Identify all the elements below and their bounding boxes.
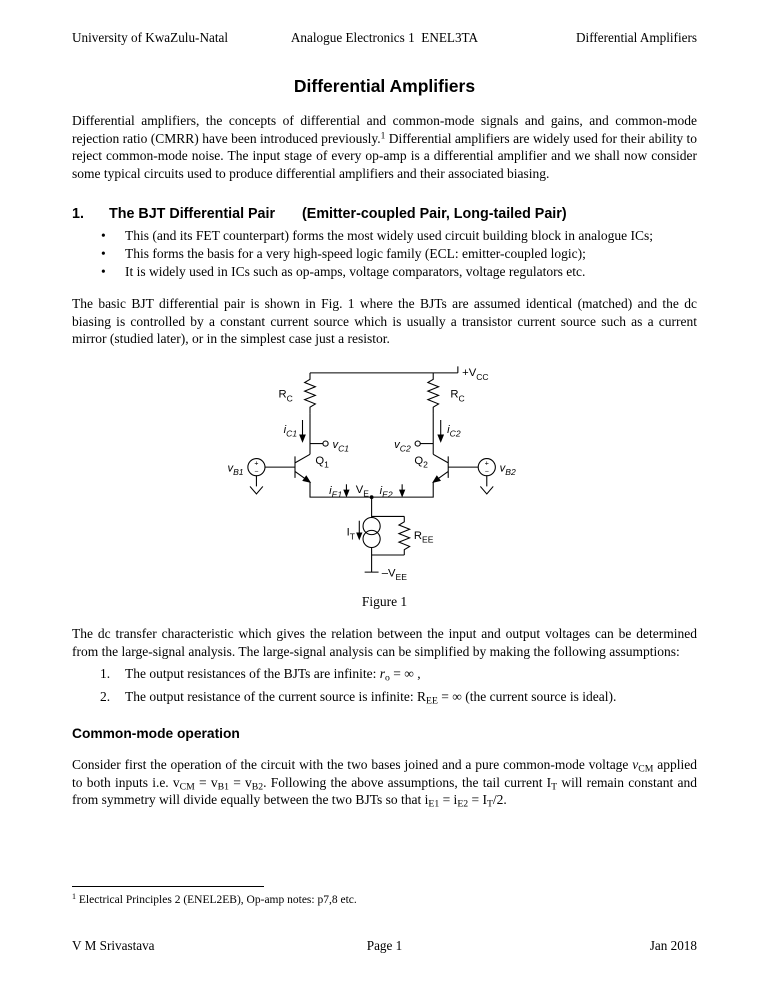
list-item xyxy=(72,665,697,683)
footer-page-number: Page 1 xyxy=(366,938,403,953)
q2-label: $Q_2$ xyxy=(413,454,428,470)
bullet-list xyxy=(72,227,697,280)
vb1-label: $v_{B1}$ xyxy=(226,462,244,478)
current-source-circle-top xyxy=(363,517,380,534)
ve-node-dot xyxy=(369,495,373,499)
bullet-icon: • xyxy=(101,263,106,279)
bullet-text: This (and its FET counterpart) forms the most widely used circuit building block in analogue ICs; xyxy=(125,228,654,244)
footnote-separator xyxy=(72,886,264,887)
footnote xyxy=(72,886,357,906)
item-text: The output resistances of the BJTs are infinite: $r_o$ = ∞ , xyxy=(125,666,421,684)
ie2-arrowhead xyxy=(399,490,404,496)
ie1-arrowhead xyxy=(344,490,349,496)
ree-label: $R_{EE}$ xyxy=(413,529,433,545)
list-item xyxy=(72,227,697,245)
bullet-text: It is widely used in ICs such as op-amps, voltage comparators, voltage regulators etc. xyxy=(125,263,586,279)
q1-emitter-arrow xyxy=(303,476,310,482)
item-number: 2. xyxy=(100,689,111,705)
page-title: Differential Amplifiers xyxy=(293,76,476,96)
item-text: The output resistance of the current source is infinite: $R_{EE}$ = ∞ (the current source is ideal). xyxy=(125,689,617,707)
header-course: Analogue Electronics 1 ENEL3TA xyxy=(290,30,479,45)
vb2-source-plus: + xyxy=(484,460,489,468)
ic1-label: $i_{C1}$ xyxy=(283,423,297,439)
vb1-source-minus: − xyxy=(253,468,258,476)
section-1-heading xyxy=(72,206,697,222)
common-mode-heading: Common-mode operation xyxy=(72,726,240,742)
ve-label: $V_E$ xyxy=(355,483,369,499)
figure-intro-paragraph: The basic BJT differential pair is shown in Fig. 1 where the BJTs are assumed identical (matched) and the dc biasing is controlled by a constant current source which is usually a transistor current source such as a current mirror (studied later), or in the simplest case just a resistor. xyxy=(72,296,697,347)
vc1-terminal xyxy=(322,441,327,446)
q1-label: $Q_1$ xyxy=(314,454,329,470)
vb2-source-minus: − xyxy=(484,468,489,476)
figure-1 xyxy=(72,360,697,610)
vee-label: $-V_{EE}$ xyxy=(381,567,407,583)
footnote-text: $^1$ Electrical Principles 2 (ENEL2EB), Op-amp notes: p7,8 etc. xyxy=(72,891,357,906)
bullet-text: This forms the basis for a very high-speed logic family (ECL: emitter-coupled logic); xyxy=(125,245,586,261)
transistor-q1 xyxy=(265,454,310,482)
intro-paragraph: Differential amplifiers, the concepts of differential and common-mode signals and gains, and common-mode rejection ratio (CMRR) have been introduced previously.$^1$ Differential amplifiers are widely used for their ability to reject common-mode noise. The input stage of every op-amp is a differential amplifier and we shall now consider some typical circuits used to produce differential amplifiers and their associated biasing. xyxy=(72,113,697,181)
vc2-terminal xyxy=(415,441,420,446)
rc-left-label: $R_C$ xyxy=(278,388,293,404)
ic2-arrowhead xyxy=(438,435,443,441)
transfer-characteristic-paragraph: The dc transfer characteristic which gives the relation between the input and output voltages can be determined from the large-signal analysis. The large-signal analysis can be simplified by making the following assumptions: xyxy=(72,625,697,659)
vb1-ground xyxy=(250,476,263,494)
item-number: 1. xyxy=(100,666,111,682)
q2-emitter-arrow xyxy=(433,476,440,482)
assumptions-list xyxy=(72,665,697,706)
rc-right-label: $R_C$ xyxy=(449,388,465,404)
section-subtitle: (Emitter-coupled Pair, Long-tailed Pair) xyxy=(302,206,567,223)
footer-date: Jan 2018 xyxy=(649,938,697,953)
bjt-differential-pair-circuit xyxy=(224,360,546,585)
common-mode-paragraph: Consider first the operation of the circuit with the two bases joined and a pure common-mode voltage $v_{CM}$ applied to both inputs i.e. $v_{CM} = v_{B1} = v_{B2}$. Following the above assumptions, the tail current $I_T$ will remain constant and from symmetry will divide equally between the two BJTs so that $i_{E1} = i_{E2} = I_T/2$. xyxy=(72,757,697,810)
section-number: 1. xyxy=(72,206,84,223)
footer-author: V M Srivastava xyxy=(72,938,155,953)
list-item xyxy=(72,245,697,263)
vcc-label: $+V_{CC}$ xyxy=(461,367,489,382)
list-item xyxy=(72,688,697,706)
list-item xyxy=(72,263,697,281)
bullet-icon: • xyxy=(101,228,106,244)
bullet-icon: • xyxy=(101,245,106,261)
header-institution: University of KwaZulu-Natal xyxy=(72,30,229,45)
resistor-ree xyxy=(398,516,409,555)
ie2-label: $i_{E2}$ xyxy=(379,484,393,500)
ie1-label: $i_{E1}$ xyxy=(328,484,342,500)
page-footer xyxy=(72,938,697,954)
it-label: $I_T$ xyxy=(346,526,355,542)
transistor-q2 xyxy=(433,454,478,482)
tail-parallel-rails xyxy=(371,516,404,555)
header-topic: Differential Amplifiers xyxy=(576,30,697,45)
vb2-label: $v_{B2}$ xyxy=(499,462,516,478)
vee-wire xyxy=(364,555,378,572)
resistor-rc-left xyxy=(304,373,315,414)
vb1-source-plus: + xyxy=(253,460,258,468)
section-title: The BJT Differential Pair xyxy=(109,206,276,223)
vc2-label: $v_{C2}$ xyxy=(393,438,411,454)
it-arrowhead xyxy=(356,533,361,539)
vc1-label: $v_{C1}$ xyxy=(332,438,349,454)
ic1-arrowhead xyxy=(299,435,304,441)
ic2-label: $i_{C2}$ xyxy=(446,423,461,439)
vb2-ground xyxy=(480,476,493,494)
resistor-rc-right xyxy=(427,373,438,414)
vcc-rail-wire xyxy=(310,366,458,372)
current-source-circle-bottom xyxy=(363,530,380,547)
figure-caption: Figure 1 xyxy=(361,593,408,609)
page-header xyxy=(72,30,697,46)
